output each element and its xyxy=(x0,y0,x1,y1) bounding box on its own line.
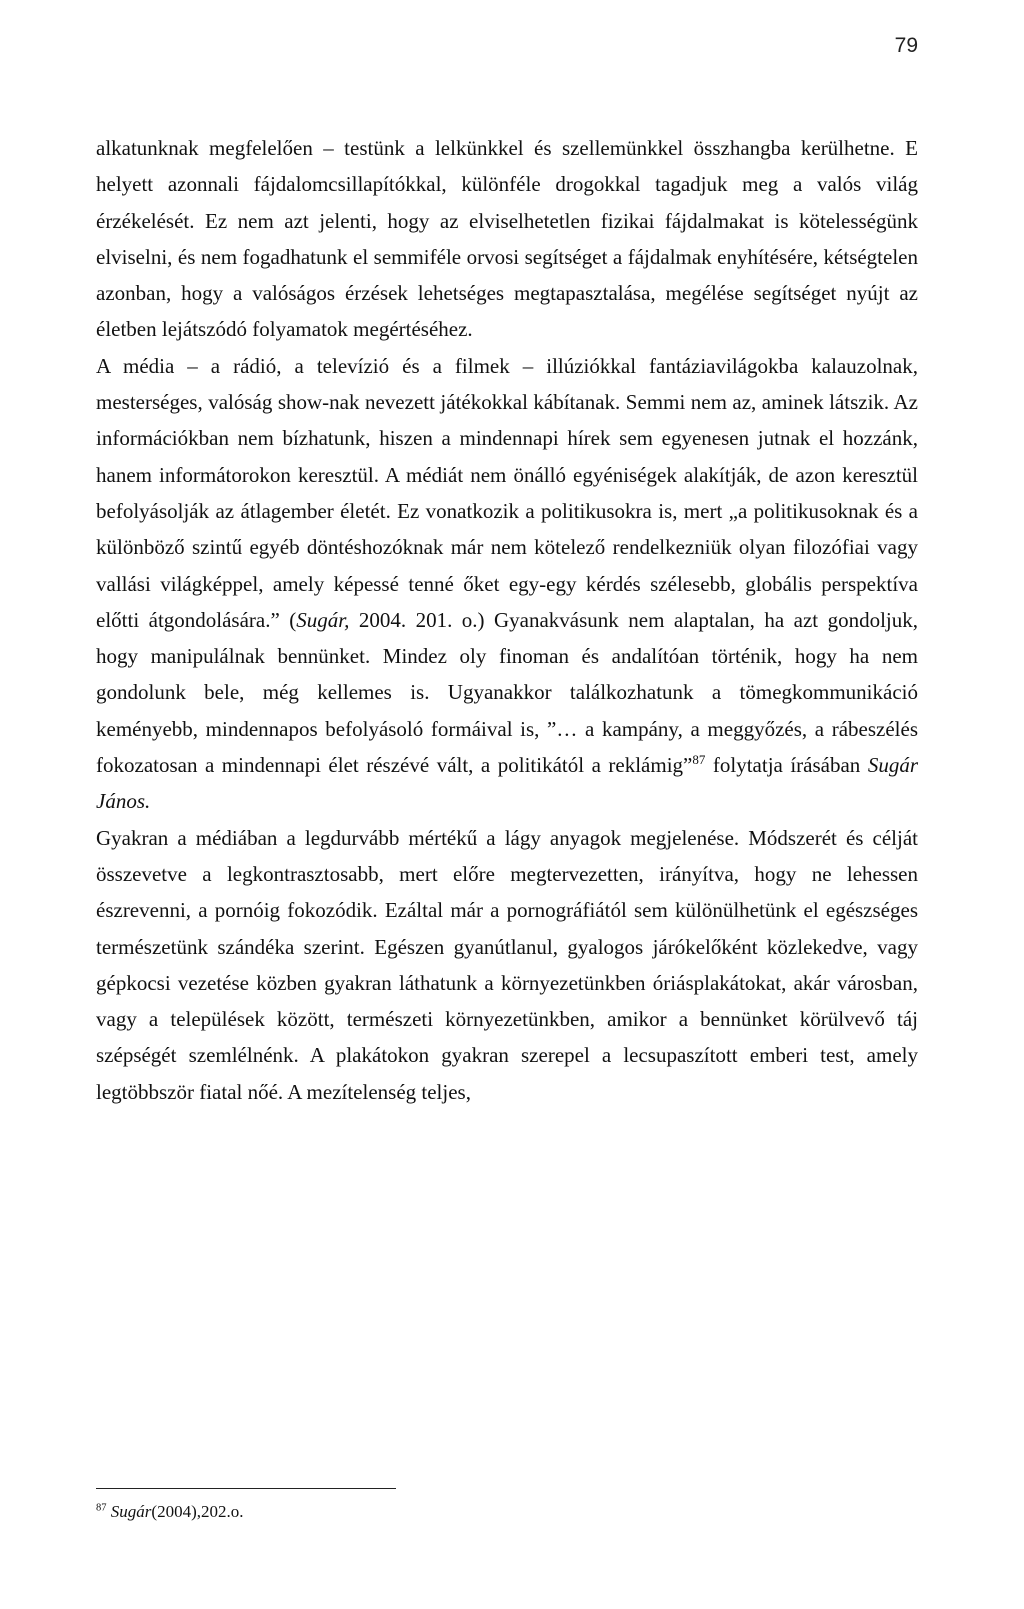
footnote-reference: 87 xyxy=(692,752,706,768)
paragraph-1 xyxy=(96,130,918,348)
paragraph-2 xyxy=(96,348,918,820)
footnote-source-author: Sugár xyxy=(110,1502,152,1521)
italic-citation: Sugár János. xyxy=(96,753,918,814)
paragraph-text: 2004. 201. o.) Gyanakvásunk nem alaptalan, ha azt gondoljuk, hogy manipulálnak bennünket. Mindez oly finoman és andalítóan történik, hogy ha nem gondolunk bele, még kellemes is. Ugyanakkor találkozhatunk a tömegkommunikáció keményebb, mindennapos befolyásoló formáival is, ”… a kampány, a meggyőzés, a rábeszélés fokozatosan a mindennapi élet részévé vált, a politikától a reklámig” xyxy=(96,607,919,778)
footnote-mark: 87 xyxy=(96,1502,107,1514)
footnote-separator xyxy=(96,1488,396,1489)
footnote-source-detail: (2004),202.o. xyxy=(151,1502,244,1521)
body-text xyxy=(96,130,918,1110)
paragraph-text: alkatunknak megfelelően – testünk a lelkünkkel és szellemünkkel összhangba kerülhetne. E helyett azonnali fájdalomcsillapítókkal, különféle drogokkal tagadjuk meg a valós világ érzékelését. Ez nem azt jelenti, hogy az elviselhetetlen fizikai fájdalmakat is kötelességünk elviselni, és nem fogadhatunk el semmiféle orvosi segítséget a fájdalmak enyhítésére, kétségtelen azonban, hogy a valóságos érzések lehetséges megtapasztalása, megélése segítséget nyújt az életben lejátszódó folyamatok megértéséhez. xyxy=(96,136,918,342)
paragraph-text: Gyakran a médiában a legdurvább mértékű a lágy anyagok megjelenése. Módszerét és célját összevetve a legkontrasztosabb, mert előre megtervezetten, irányítva, hogy ne lehessen észrevenni, a pornóig fokozódik. Ezáltal már a pornográfiától sem különülhetünk el egészséges természetünk szándéka szerint. Egészen gyanútlanul, gyalogos járókelőként közlekedve, vagy gépkocsi vezetése közben gyakran láthatunk a környezetünkben óriásplakátokat, akár városban, vagy a települések között, természeti környezetünkben, amikor a bennünket körülvevő táj szépségét szemlélnénk. A plakátokon gyakran szerepel a lecsupaszított emberi test, amely legtöbbször fiatal nőé. A mezítelenség teljes, xyxy=(96,825,918,1104)
page-number: 79 xyxy=(894,34,918,57)
paragraph-3 xyxy=(96,820,918,1110)
paragraph-text: folytatja írásában xyxy=(705,753,868,778)
italic-citation: Sugár, xyxy=(296,607,350,632)
paragraph-text: A média – a rádió, a televízió és a filmek – illúziókkal fantáziavilágokba kalauzolnak, mesterséges, valóság show-nak nevezett játékokkal kábítanak. Semmi nem az, aminek látszik. Az információkban nem bízhatunk, hiszen a mindennapi hírek sem egyenesen jutnak el hozzánk, hanem informátorokon keresztül. A médiát nem önálló egyéniségek alakítják, de azon keresztül befolyásolják az átlagember életét. Ez vonatkozik a politikusokra is, mert „a politikusoknak és a különböző szintű egyéb döntéshozóknak már nem kötelező rendelkezniük olyan filozófiai vagy vallási világképpel, amely képessé tenné őket egy-egy kérdés szélesebb, globális perspektíva előtti átgondolására.” ( xyxy=(96,353,918,632)
footnote-87 xyxy=(96,1500,243,1524)
